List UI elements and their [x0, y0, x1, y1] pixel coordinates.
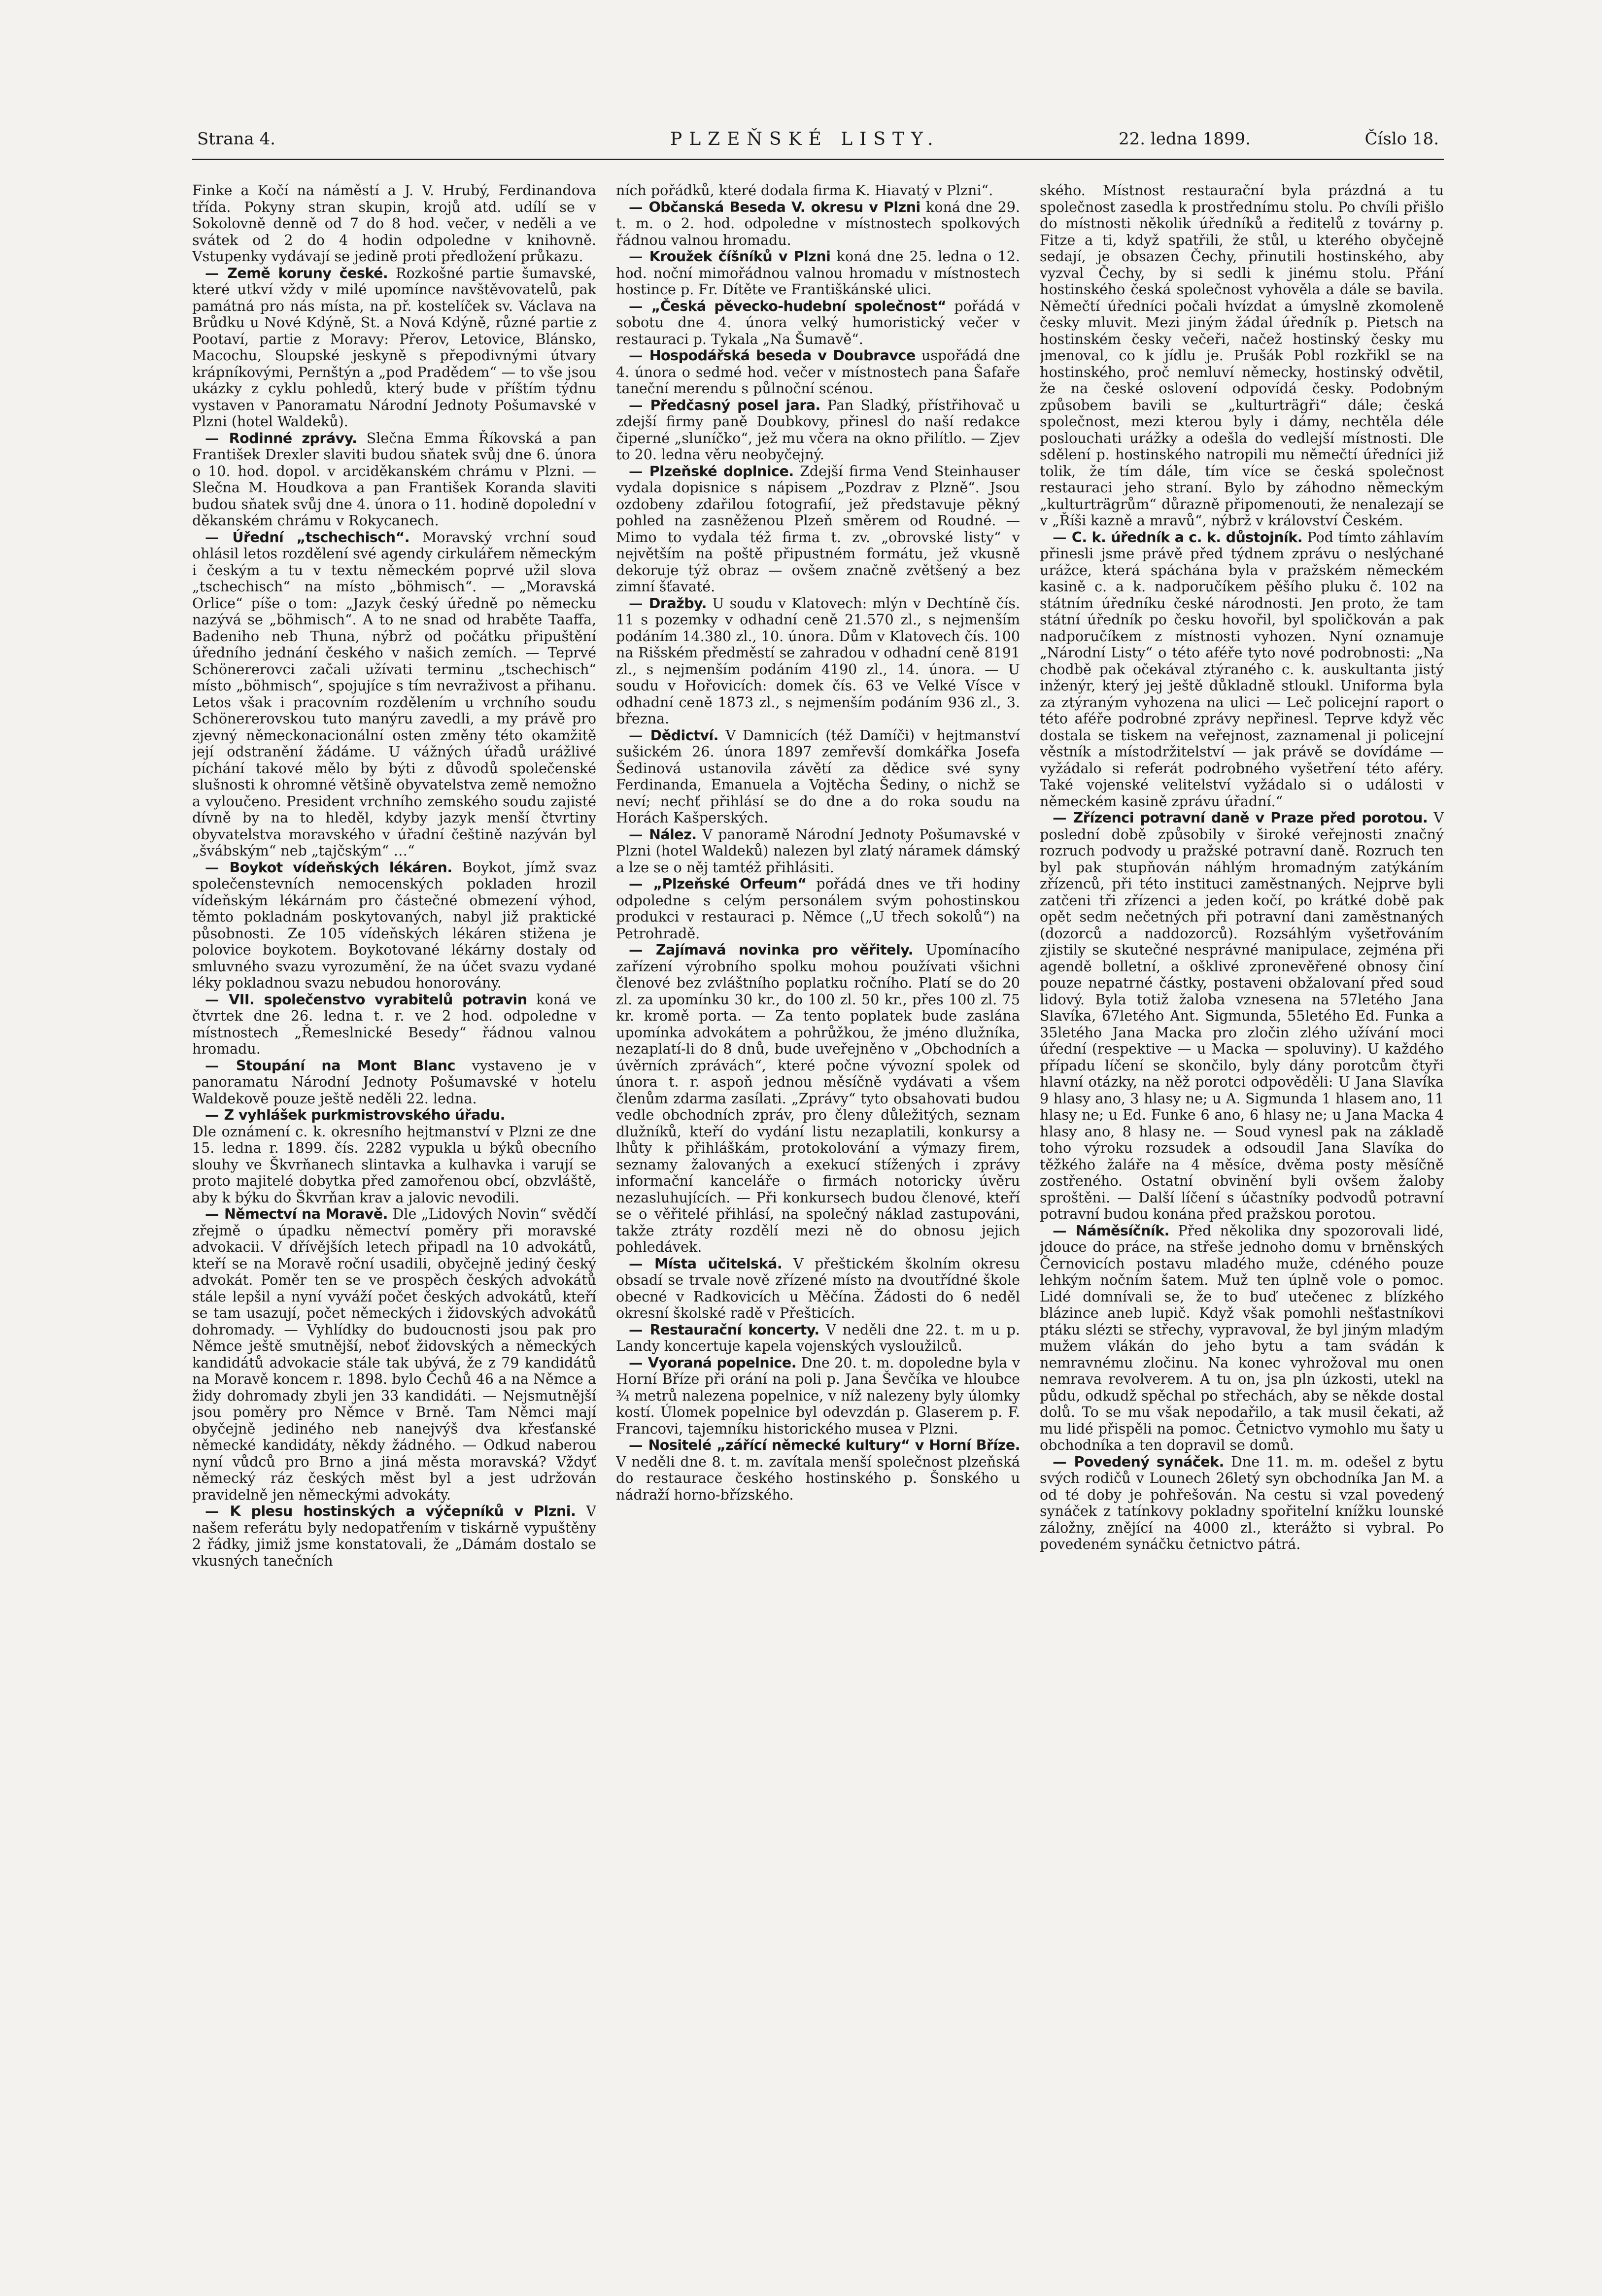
article-dash: —: [629, 1437, 648, 1453]
article-heading: Nález.: [648, 826, 697, 843]
article-text: Upomínacího zařízení výrobního spolku mohou používati všichni členové bez zvláštního poplatku ročního. Platí se do 20 zl. za upomínku 30 kr., do 100 zl. 50 kr., přes 100 zl. 75 kr. kromě porta. — Za tento poplatek bude zaslána upomínka advokátem a pohrůžkou, že jméno dlužníka, nezaplatí-li do 8 dnů, bude uveřejněno v „Obchodních a úvěrních zprávách“, které počne vývozní spolek od února t. r. aspoň jednou měsíčně vydávati a všem členům zdarma zasílati. „Zprávy“ tyto obsahovati budou vedle obchodních zpráv, pro členy důležitých, seznam dlužníků, kteří do vydání listu nezaplatili, konkursy a lhůty k přihláškám, protokolování a výmazy firem, seznamy žalovaných a exekucí stížených i zprávy informační kanceláře o firmách notoricky úvěru nezasluhujících. — Při konkursech budou členové, kteří se o věřitelé přihlásí, na společný náklad zastupováni, takže ztráty rozdělí mezi ně do obnosu jejich pohledávek.: [616, 942, 1020, 1255]
article-heading: Vyoraná popelnice.: [648, 1354, 797, 1371]
article-dash: —: [629, 248, 649, 265]
article-heading: Předčasný posel jara.: [650, 397, 820, 413]
article-paragraph: [616, 248, 1020, 298]
article-text: Pan Sladký, přístřihovač u zdejší firmy paně Doubkovy, přinesl do naší redakce čiperné „sluníčko“, jež mu včera na okno přilítlo. — Zjev to 20. ledna věru neobyčejný.: [616, 397, 1020, 463]
article-paragraph: [192, 992, 596, 1058]
article-text: uspořádá dne 4. února o sedmé hod. večer v místnostech pana Šafaře taneční merendu s půlnoční scénou.: [616, 347, 1020, 397]
article-paragraph: [1040, 529, 1444, 810]
article-dash: —: [629, 347, 649, 364]
article-dash: —: [205, 1503, 230, 1519]
article-text: Dle „Lidových Novin“ svědčí zřejmě o úpadku němectví poměry při moravské advokacii. V dřívějších letech připadl na 10 advokátů, kteří se na Moravě roční usadili, obyčejně jediný český advokát. Poměr ten se ve prospěch českých advokátů stále lepšil a nyní vyváží počet českých advokátů, kteří se tam usazují, počet německých i židovských advokátů dohromady. — Vyhlídky do budoucnosti jsou pak pro Němce ještě smutnější, neboť židovských a německých kandidátů advokacie stále tak ubývá, že z 79 kandidátů na Moravě koncem r. 1898. bylo Čechů 46 a na Němce a židy dohromady zbyli jen 33 kandidáti. — Nejsmutnější jsou poměry pro Němce v Brně. Tam Němci mají obyčejně jediného neb nanejvýš dva křesťanské německé kandidáty, někdy žádného. — Odkud naberou nyní vůdců pro Brno a jiná města moravská? Vždyť německý ráz českých měst byl a jest udržován pravidelně jen německými advokáty.: [192, 1206, 596, 1503]
article-text: Zdejší firma Vend Steinhauser vydala dopisnice s nápisem „Pozdrav z Plzně“. Jsou ozdobeny zdařilou fotografií, jež představuje pěkný pohled na zasněženou Plzeň směrem od Roudné. — Mimo to vydala též firma t. zv. „obrovské listy“ v největším na poště připustném formátu, jež vkusně dekoruje týž obraz — ovšem značně zvětšený a bez zimní šťavaté.: [616, 463, 1020, 595]
article-heading: Rodinné zprávy.: [229, 430, 357, 446]
article-heading: Zřízenci potravní daně v Praze před porotou.: [1073, 810, 1428, 826]
article-dash: —: [629, 726, 650, 744]
article-paragraph: [616, 1355, 1020, 1438]
article-text: koná ve čtvrtek dne 26. ledna t. r. ve 2 hod. odpoledne v místnostech „Řemeslnické Besedy“ řádnou valnou hromadu.: [192, 991, 596, 1057]
article-paragraph: [616, 595, 1020, 727]
article-text: V našem referátu byly nedopatřením v tiskárně vypuštěny 2 řádky, jimiž jsme konstatovali, že „Dámám dostalo se vkusných tanečních: [192, 1503, 596, 1569]
article-text: Dne 11. m. m. odešel z bytu svých rodičů v Lounech 26letý syn obchodníka Jan M. a od té doby je pohřešován. Na cestu si vzal povedený synáček z tatínkovy pokladny spořitelní knížku lounské záložny, znějící na 4000 zl., kterážto si vybral. Po povedeném synáčku četnictvo pátrá.: [1040, 1453, 1444, 1552]
article-dash: —: [205, 1106, 224, 1123]
article-dash: —: [629, 462, 649, 480]
article-text: ského. Místnost restaurační byla prázdná a tu společnost zasedla k prostřednímu stolu. Po chvíli přišlo do místnosti několik úředníků a ředitelů z továrny p. Fitze a ti, když spatřili, že stůl, u kterého obyčejně sedají, je obsazen Čechy, přinutili hostinského, aby vyzval Čechy, by si sedli k jinému stolu. Přání hostinského česká společnost vyhověla a dále se bavila. Němečtí úředníci počali hvízdat a úmyslně zkomoleně česky mluvit. Mezi jiným žádal úředník p. Pietsch na hostinském česky večeři, načež hostinský česky mu jmenoval, co k jídlu je. Prušák Pobl rozkřikl se na hostinského, proč nemluví německy, hostinský odvětil, že na české oslovení odpovídá česky. Podobným způsobem bavili se „kulturträgři“ dále; česká společnost, mezi kterou byly i dámy, nechtěla déle poslouchati urážky a odešla do vedlejší místnosti. Dle sdělení p. hostinského natropili mu němečtí úředníci již tolik, že tím dále, tím více se česká společnost restauraci jeho straní. Bylo by záhodno německým „kulturträgrům“ důrazně připomenouti, že nenalezají se v „Říši kazně a mravů“, nýbrž v království Českém.: [1040, 182, 1444, 529]
article-heading: Místa učitelská.: [654, 1255, 783, 1272]
article-text: Rozkošné partie šumavské, které utkví vždy v milé upomínce navštěvovatelů, pak památná pro nás místa, na př. kostelíček sv. Václava na Brůdku u Nové Kdýně, St. a Nová Kdýně, různé partie z Pootaví, partie z Moravy: Přerov, Letovice, Blánsko, Macochu, Sloupské jeskyně s přepodivnými útvary krápníkovými, Pernštýn a „pod Pradědem“ — to vše jsou ukázky z cyklu pohledů, který bude v příštím týdnu vystaven v Panoramatu Národní Jednoty Pošumavské v Plzni (hotel Waldeků).: [192, 265, 596, 430]
article-text: Pod tímto záhlavím přinesli jsme právě před týdnem zprávu o neslýchané urážce, která spáchána byla v pražském německém kasině c. a k. nadporučíkem pěšího pluku č. 102 na státním úředníku české národnosti. Jen proto, že tam státní úředník po česku hovořil, byl spoličkován a pak nadporučíkem z místnosti vyhozen. Nyní oznamuje „Národní Listy“ o této aféře tyto nové podrobnosti: „Na chodbě pak očekával ztýraného c. k. auskultanta jistý inženýr, který jej ještě důkladně stloukl. Uniforma byla za ztýraným vyhozena na ulici — Leč policejní raport o této aféře podrobné zprávy nepřinesl. Teprve když věc dostala se tiskem na veřejnost, zaznamenal ji policejní věstník a místodržitelství — jak právě se dovídáme — vyžádalo si referát podrobného vyšetření této aféry. Také vojenské velitelství vyžádalo si o události v německém kasině zprávu úřadní.“: [1040, 529, 1444, 810]
article-paragraph: [616, 182, 1020, 199]
article-text: Dne 20. t. m. dopoledne byla v Horní Bříze při orání na poli p. Jana Ševčíka ve hloubce ¾ metrů nalezena popelnice, v níž nalezeny byly úlomky kostí. Úlomek popelnice byl odevzdán p. Glaserem p. F. Francovi, tajemníku historického musea v Plzni.: [616, 1354, 1020, 1437]
column-3: [1040, 182, 1444, 2262]
article-text: pořádá dnes ve tři hodiny odpoledne s celým personálem svým pohostinskou produkci v restauraci p. Němce („U třech sokolů“) na Petrohradě.: [616, 876, 1020, 942]
article-paragraph: [616, 826, 1020, 876]
article-dash: —: [629, 1321, 650, 1338]
article-dash: —: [629, 941, 656, 958]
article-heading: Úřední „tschechisch“.: [232, 529, 410, 546]
article-dash: —: [205, 991, 229, 1008]
article-dash: —: [629, 1354, 648, 1371]
article-heading: Náměsíčník.: [1075, 1222, 1169, 1239]
article-dash: —: [1053, 528, 1072, 546]
page-number-label: Strana 4.: [197, 129, 275, 149]
column-1: [192, 182, 596, 2262]
article-paragraph: [192, 430, 596, 529]
article-text: V poslední době způsobily v široké veřejnosti značný rozruch podvody u pražské potravní daně. Rozruch ten byl pak stupňován náhlým hromadným zatýkáním zřízenců, při této instituci zaměstnaných. Nejprve byli zatčeni tři zřízenci a jeden kočí, po krátké době pak opět sedm nečetných při potravní dani zaměstnaných (dozorců a naddozorců). Rozsáhlým vyšetřováním zjistily se skutečné nesprávné manipulace, zejména při agendě bolletní, a ošklivé zpronevěřené obnosy činí pouze nepatrné částky, postaveni obžalovaní před soud lidový. Byla totiž žaloba vznesena na 57letého Jana Slavíka, 67letého Ant. Sigmunda, 55letého Ed. Funka a 35letého Jana Macka pro zločin zlého užívání moci úřední (respektive — u Macka — spoluviny). U každého případu líčení se skončilo, byly dány porotcům čtyři hlavní otázky, na něž porotci odpověděli: U Jana Slavíka 9 hlasy ano, 3 hlasy ne; u A. Sigmunda 1 hlasem ano, 11 hlasy ne; u Ed. Funke 6 ano, 6 hlasy ne; u Jana Macka 4 hlasy ano, 8 hlasy ne. — Soud vynesl pak na základě toho výroku rozsudek a odsoudil Jana Slavíka do těžkého žaláře na 4 měsíce, dvěma posty měsíčně zostřeného. Ostatní obvinění byli ovšem žaloby sproštěni. — Další líčení s účastníky podvodů potravní potravní budou konána před pražskou porotou.: [1040, 810, 1444, 1222]
article-text: Finke a Kočí na náměstí a J. V. Hrubý, Ferdinandova třída. Pokyny stran skupin, krojů atd. udílí se v Sokolovně denně od 7 do 8 hod. večer, v neděli a ve svátek od 2 do 4 hodin odpoledne v knihovně. Vstupenky vydávají se jedině proti předložení průkazu.: [192, 182, 596, 265]
article-heading: Restaurační koncerty.: [649, 1321, 819, 1338]
article-paragraph: [192, 1206, 596, 1503]
article-heading: Hospodářská beseda v Doubravce: [649, 347, 916, 364]
article-paragraph: [616, 199, 1020, 249]
article-paragraph: [192, 529, 596, 859]
article-paragraph: [616, 1437, 1020, 1503]
article-text: pořádá v sobotu dne 4. února velký humoristický večer v restauraci p. Tykala „Na Šumavě“.: [616, 298, 1020, 347]
article-text: Dle oznámení c. k. okresního hejtmanství v Plzni ze dne 15. ledna r. 1899. čís. 2282 vypukla u býků obecního slouhy ve Škvrňanech slintavka a kulhavka i varují se proto majitelé dobytka před zamořenou obcí, obzvláště, aby k býku do Škvrňan krav a jalovic nevodili.: [192, 1123, 596, 1206]
article-text: V přeštickém školním okresu obsadí se trvale nově zřízené místo na dvoutřídné škole obecné v Radkovicích u Měčína. Žádosti do 6 neděl okresní školské radě v Přešticích.: [616, 1255, 1020, 1321]
article-text: V neděli dne 8. t. m. zavítala menší společnost plzeňská do restaurace českého hostinského p. Šonského u nádraží horno-břízského.: [616, 1453, 1020, 1503]
newspaper-page: [192, 123, 1444, 2267]
article-dash: —: [629, 297, 651, 314]
article-text: V neděli dne 22. t. m u p. Landy koncertuje kapela vojenských vysloužilců.: [616, 1321, 1020, 1354]
article-text: koná dne 29. t. m. o 2. hod. odpoledne v místnostech spolkových řádnou valnou hromadu.: [616, 199, 1020, 248]
article-paragraph: [616, 876, 1020, 942]
article-text: V Damnicích (též Damíči) v hejtmanství sušickém 26. února 1897 zemřevší domkářka Josefa Šedinová ustanovila závětí za dědice své syny Ferdinanda, Emanuela a Vojtěcha Šediny, o nichž se neví; nechť přihlásí se do dne a do roka soudu na Horách Kašperských.: [616, 727, 1020, 826]
article-paragraph: [616, 727, 1020, 826]
article-heading: C. k. úředník a c. k. důstojník.: [1071, 529, 1303, 546]
article-columns: [192, 182, 1444, 2262]
article-heading: Dražby.: [648, 595, 707, 612]
article-heading: „Plzeňské Orfeum“: [653, 876, 807, 892]
article-dash: —: [629, 396, 650, 413]
article-paragraph: [1040, 1454, 1444, 1553]
article-dash: —: [205, 1057, 236, 1074]
article-text: V panoramě Národní Jednoty Pošumavské v Plzni (hotel Waldeků) nalezen byl zlatý náramek dámský a lze se o něj tamtéž přihlásiti.: [616, 826, 1020, 876]
article-paragraph: [192, 1124, 596, 1206]
article-heading: VII. společenstvo vyrabitelů potravin: [229, 991, 527, 1008]
article-paragraph: [192, 859, 596, 992]
article-text: vystaveno je v panoramatu Národní Jednoty Pošumavské v hotelu Waldekově pouze ještě neděli 22. ledna.: [192, 1057, 596, 1107]
article-heading: Plzeňské doplnice.: [649, 463, 794, 480]
article-text: Moravský vrchní soud ohlásil letos rozdělení své agendy cirkulářem německým i českým a tu v textu německém poprvé užil slova „tschechisch“ na místo „böhmisch“. — „Moravská Orlice“ píše o tom: „Jazyk český úředně po německu nazývá se „böhmisch“. A to ne snad od hraběte Taaffa, Badeniho neb Thuna, nýbrž od počátku připuštění úředního jednání českého v našich zemích. — Teprvé Schönererovci začali užívati terminu „tschechisch“ místo „böhmisch“, spojujíce s tím nevraživost a přihanu. Letos však i pracovním rozdělením u vrchního soudu Schönererovskou tuto manýru zavedli, a my právě pro zjevný německonacionální osten změny této okamžitě její odstranění žádáme. U vážných úřadů urážlivé píchání takové mělo by býti z důvodů společenské slušnosti k ohromné většině obyvatelstva země nemožno a vyloučeno. President vrchního zemského soudu zajisté dívně by na to hleděl, kdyby jazyk menší čtvrtiny obyvatelstva moravského v úřadní češtině nazýván byl „švábským“ neb „tajčským“ …“: [192, 529, 596, 859]
article-dash: —: [629, 825, 649, 843]
article-heading: Občanská Beseda V. okresu v Plzni: [648, 199, 920, 215]
header-rule: [192, 159, 1444, 160]
article-dash: —: [205, 429, 229, 446]
article-heading: Z vyhlášek purkmistrovského úřadu.: [224, 1107, 505, 1123]
article-paragraph: [616, 942, 1020, 1256]
article-heading: Boykot vídeňských lékáren.: [229, 859, 452, 876]
article-heading: Stoupání na Mont Blanc: [236, 1057, 455, 1074]
article-dash: —: [1053, 1453, 1074, 1470]
article-paragraph: [192, 1107, 596, 1124]
article-text: Slečna Emma Říkovská a pan František Drexler slaviti budou sňatek svůj dne 6. února o 10. hod. dopol. v arciděkanském chrámu v Plzni. — Slečna M. Houdkova a pan František Koranda slaviti budou sňatek svůj dne 4. února o 11. hodině dopolední v děkanském chrámu v Rokycanech.: [192, 430, 596, 529]
issue-date: 22. ledna 1899.: [1119, 129, 1251, 149]
article-heading: Kroužek číšníků v Plzni: [649, 248, 831, 265]
article-paragraph: [616, 397, 1020, 463]
article-dash: —: [629, 198, 649, 215]
article-heading: Zajímavá novinka pro věřitely.: [655, 942, 913, 958]
article-heading: Nositelé „zářící německé kultury“ v Horní Bříze.: [648, 1437, 1020, 1453]
article-dash: —: [629, 594, 649, 612]
article-text: U soudu v Klatovech: mlýn v Dechtíně čís. 11 s pozemky v odhadní ceně 21.570 zl., s nejmenším podáním 14.380 zl., 10. února. Dům v Klatovech čís. 100 na Rišském předměstí se zahradou v odhadní ceně 8191 zl., s nejmenším podáním 4190 zl., 14. února. — U soudu v Hořovicích: domek čís. 63 ve Velké Víscе v odhadní ceně 1873 zl., s nejmenším podáním 936 zl., 3. března.: [616, 595, 1020, 727]
article-heading: „Česká pěvecko-hudební společnost“: [651, 298, 947, 314]
article-dash: —: [205, 528, 233, 546]
article-heading: K plesu hostinských a výčepníků v Plzni.: [230, 1503, 576, 1519]
article-dash: —: [205, 1205, 224, 1222]
page-header: [192, 123, 1444, 155]
article-paragraph: [1040, 182, 1444, 529]
article-dash: —: [629, 1255, 655, 1272]
article-text: Před několika dny spozorovali lidé, jdouce do práce, na střeše jednoho domu v brněnských Černovicích postavu mladého muže, cdéného pouze lehkým nočním šatem. Muž ten úplně vole o pomoc. Lidé domnívali se, že to buď utečenec z blízkého blázince aneb lupič. Když však pomohli nešťastníkovi ptáku slézti se střechy, vypravoval, že byl jiným mladým mužem vlákán do jeho bytu a tam svádán k nemravnému zločinu. Na konec vyhrožoval mu onen nemrava revolverem. A tu on, jsa pln úzkosti, utekl na půdu, odkudž spěchal po střechách, aby se někde dostal dolů. To se mu však nepodařilo, a tak musil čekati, až mu lidé přispěli na pomoc. Četnictvo vymohlo mu šaty u obchodníka a ten dopravil se domů.: [1040, 1222, 1444, 1453]
article-paragraph: [616, 463, 1020, 595]
article-paragraph: [192, 1058, 596, 1107]
article-paragraph: [616, 1322, 1020, 1355]
masthead-title: PLZEŇSKÉ LISTY.: [670, 129, 940, 149]
article-heading: Země koruny české.: [227, 265, 388, 281]
article-dash: —: [205, 858, 230, 876]
article-heading: Dědictví.: [650, 727, 719, 744]
article-paragraph: [192, 265, 596, 430]
article-dash: —: [205, 264, 228, 281]
article-text: ních pořádků, které dodala firma K. Hiavatý v Plzni“.: [616, 182, 993, 199]
article-paragraph: [616, 1256, 1020, 1322]
article-dash: —: [629, 875, 653, 892]
article-paragraph: [1040, 810, 1444, 1223]
article-paragraph: [192, 182, 596, 265]
article-dash: —: [1053, 809, 1073, 826]
article-text: Boykot, jímž svaz společenstevních nemocenských pokladen hrozil vídeňským lékárnám pro částečné obmezení výhod, těmto pokladnám poskytovaných, nabyl již praktické působnosti. Ze 105 vídeňských lékáren stižena je polovice boykotem. Boykotované lékárny dostaly od smluvného svazu vyrozumění, že na účet svazu vydané léky pokladnou svazu nebudou honorovány.: [192, 859, 596, 991]
article-dash: —: [1053, 1222, 1076, 1239]
issue-number: Číslo 18.: [1364, 129, 1439, 149]
article-paragraph: [1040, 1223, 1444, 1454]
article-paragraph: [192, 1503, 596, 1569]
article-text: koná dne 25. ledna o 12. hod. noční mimořádnou valnou hromadu v místnostech hostince p. Fr. Dítěte ve Františkánské ulici.: [616, 248, 1020, 298]
article-heading: Němectví na Moravě.: [224, 1206, 388, 1222]
column-2: [616, 182, 1020, 2262]
article-heading: Povedený synáček.: [1074, 1453, 1224, 1470]
article-paragraph: [616, 347, 1020, 397]
article-paragraph: [616, 298, 1020, 348]
